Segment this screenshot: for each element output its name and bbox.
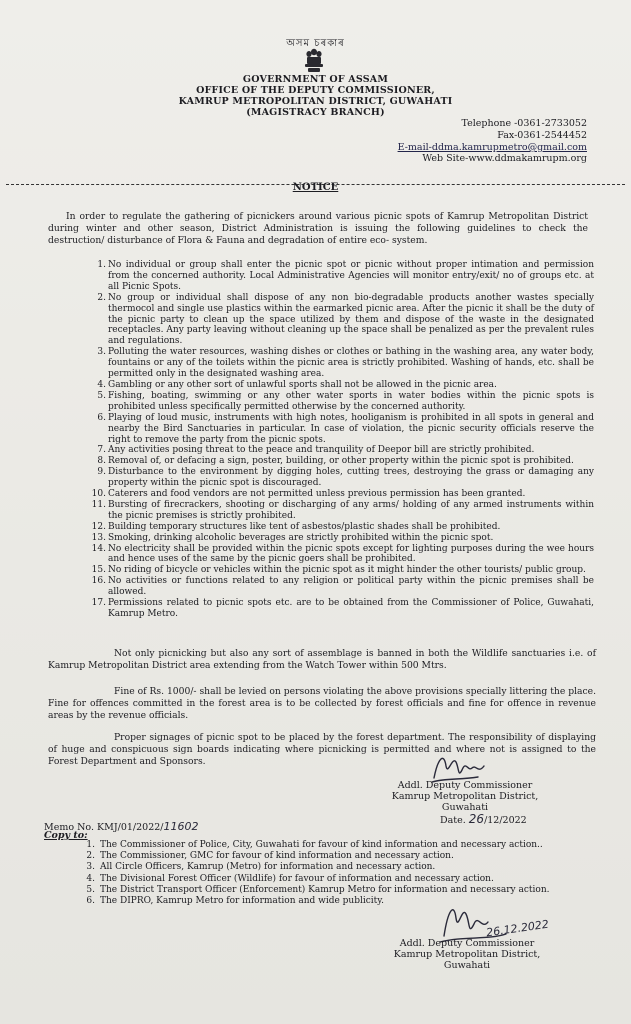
guideline-text: No group or individual shall dispose of any non bio-degradable products another wastes specially thermocol and single use plastics within the earmarked picnic area. After the picnic it shall be the duty of the picnic party to clean up the space utilized by them and dispose of the waste in the designated receptacles. Any party leaving without cleaning up the space shall be penalized as per the prevalent rules and regulations. — [108, 292, 594, 347]
signatory-title-1: Addl. Deputy Commissioner — [397, 780, 533, 791]
copy-to-text: The Commissioner of Police, City, Guwahati for favour of kind information and necessary action.. — [100, 840, 543, 850]
guideline-text: Removal of, or defacing a sign, poster, building, or other property within the picnic spot is prohibited. — [108, 456, 574, 467]
email-text: E-mail-ddma.kamrupmetro@gmail.com — [397, 142, 587, 153]
signatory-title-2: Addl. Deputy Commissioner — [399, 938, 535, 949]
fine-paragraph: Fine of Rs. 1000/- shall be levied on persons violating the above provisions specially littering the place. Fine for offences committed in the forest area is to be collected by forest officials and fine for offence in revenue areas by the revenue officials. — [48, 686, 596, 721]
memo-number-handwritten: 11602 — [163, 820, 199, 833]
guideline-item — [88, 413, 594, 446]
signatory-city-2: Guwahati — [443, 960, 491, 971]
fax-text: Fax-0361-2544452 — [497, 130, 587, 141]
branch-heading: (MAGISTRACY BRANCH) — [246, 107, 385, 118]
guideline-number: 10. — [91, 489, 106, 500]
district-heading: KAMRUP METROPOLITAN DISTRICT, GUWAHATI — [178, 96, 453, 107]
guideline-item — [88, 598, 594, 620]
notice-title: NOTICE — [292, 182, 339, 193]
guideline-number: 12. — [91, 521, 106, 532]
date-rest: /12/2022 — [484, 815, 527, 826]
office-heading: OFFICE OF THE DEPUTY COMMISSIONER, — [196, 85, 435, 96]
guideline-number: 8. — [97, 456, 106, 467]
copy-to-item — [80, 840, 580, 851]
guideline-text: Any activities posing threat to the peace and tranquility of Deepor bill are strictly prohibited. — [108, 445, 535, 456]
guideline-text: Building temporary structures like tent of asbestos/plastic shades shall be prohibited. — [108, 521, 501, 532]
sanctuary-paragraph: Not only picnicking but also any sort of assemblage is banned in both the Wildlife sanctuaries i.e. of Kamrup Metropolitan District area extending from the Watch Tower within 500 Mtrs. — [48, 648, 596, 671]
signatory-city-1: Guwahati — [441, 802, 489, 813]
guideline-text: No activities or functions related to any religion or political party within the picnic premises shall be allowed. — [108, 576, 594, 598]
handwritten-date-2: 26.12.2022 — [485, 917, 550, 940]
memo-label: Memo No. KMJ/01/2022/ — [44, 822, 164, 833]
guideline-item — [88, 260, 594, 293]
guideline-number: 16. — [91, 576, 106, 587]
guideline-number: 17. — [91, 598, 106, 609]
guideline-number: 5. — [97, 390, 106, 401]
signage-paragraph: Proper signages of picnic spot to be placed by the forest department. The responsibility of displaying of huge and conspicuous sign boards indicating where picnicking is permitted and where not is assigned to the Forest Department and Sponsors. — [48, 732, 596, 767]
website-text: Web Site-www.ddmakamrupm.org — [422, 153, 587, 164]
guideline-number: 11. — [91, 499, 106, 510]
guidelines-list — [88, 260, 594, 620]
assamese-heading: অসম চৰকাৰ — [286, 38, 345, 49]
copy-to-number: 3. — [86, 862, 95, 873]
copy-to-number: 1. — [86, 840, 95, 850]
guideline-text: Disturbance to the environment by digging holes, cutting trees, destroying the grass or damaging any property within the picnic spot is discouraged. — [108, 467, 594, 489]
guideline-text: No riding of bicycle or vehicles within the picnic spot as it might hinder the other tourists/ public group. — [108, 565, 586, 576]
guideline-item — [88, 489, 594, 500]
copy-to-item — [80, 885, 580, 896]
copy-to-item — [80, 851, 580, 862]
guideline-number: 13. — [91, 532, 106, 543]
guideline-item — [88, 533, 594, 544]
guideline-text: Permissions related to picnic spots etc. are to be obtained from the Commissioner of Police, Guwahati, Kamrup Metro. — [108, 598, 594, 619]
guideline-item — [88, 576, 594, 598]
copy-to-text: The Divisional Forest Officer (Wildlife) for favour of information and necessary action. — [100, 873, 494, 884]
signatory-district-1: Kamrup Metropolitan District, — [391, 791, 539, 802]
guideline-text: No electricity shall be provided within the picnic spots except for lighting purposes during the wee hours and hence uses of the same by the picnic goers shall be prohibited. — [108, 543, 594, 565]
guideline-text: Playing of loud music, instruments with high notes, hooliganism is prohibited in all spots in general and nearby the Bird Sanctuaries in particular. In case of violation, the picnic security officials reserve the right to remove the party from the picnic spots. — [108, 412, 594, 445]
guideline-item — [88, 347, 594, 380]
gov-heading: GOVERNMENT OF ASSAM — [242, 74, 389, 85]
copy-to-number: 6. — [86, 896, 95, 907]
copy-to-number: 2. — [86, 851, 95, 862]
guideline-item — [88, 445, 594, 456]
copy-to-number: 4. — [86, 873, 95, 884]
guideline-number: 9. — [97, 467, 106, 478]
guideline-item — [88, 522, 594, 533]
date-day-handwritten: 26 — [468, 812, 485, 826]
guideline-item — [88, 544, 594, 566]
signatory-district-2: Kamrup Metropolitan District, — [393, 949, 541, 960]
guideline-text: Bursting of firecrackers, shooting or discharging of any arms/ holding of any armed instruments within the picnic premises is strictly prohibited. — [108, 499, 594, 521]
guideline-item — [88, 500, 594, 522]
guideline-item — [88, 456, 594, 467]
guideline-text: No individual or group shall enter the picnic spot or picnic without proper intimation and permission from the concerned authority. Local Administrative Agencies will monitor entry/exit/ no of groups etc. at all Picnic Spots. — [108, 260, 594, 292]
guideline-number: 1. — [97, 260, 106, 270]
guideline-text: Smoking, drinking alcoholic beverages are strictly prohibited within the picnic spot. — [108, 532, 494, 543]
copy-to-text: The District Transport Officer (Enforcement) Kamrup Metro for information and necessary action. — [100, 884, 550, 895]
guideline-item — [88, 467, 594, 489]
copy-to-label: Copy to: — [44, 830, 88, 841]
guideline-item — [88, 293, 594, 348]
copy-to-text: All Circle Officers, Kamrup (Metro) for information and necessary action. — [100, 862, 436, 873]
guideline-number: 2. — [97, 292, 106, 303]
date-label: Date. — [440, 815, 466, 826]
guideline-item — [88, 380, 594, 391]
guideline-number: 6. — [97, 412, 106, 423]
copy-to-text: The Commissioner, GMC for favour of kind information and necessary action. — [100, 851, 454, 862]
guideline-item — [88, 391, 594, 413]
copy-to-item — [80, 874, 580, 885]
guideline-text: Polluting the water resources, washing dishes or clothes or bathing in the washing area, any water body, fountains or any of the toilets within the picnic area is strictly prohibited. Washing of hands, etc. shall be permitted only in the designated washing area. — [108, 347, 594, 380]
copy-to-number: 5. — [86, 884, 95, 895]
copy-to-text: The DIPRO, Kamrup Metro for information and wide publicity. — [100, 896, 385, 907]
telephone-text: Telephone -0361-2733052 — [461, 118, 587, 129]
guideline-text: Gambling or any other sort of unlawful sports shall not be allowed in the picnic area. — [108, 379, 497, 390]
guideline-item — [88, 565, 594, 576]
guideline-text: Fishing, boating, swimming or any other water sports in water bodies within the picnic spots is prohibited unless specifically permitted otherwise by the concerned authority. — [108, 390, 594, 412]
signature-date-1 — [440, 814, 527, 826]
guideline-number: 4. — [97, 379, 106, 390]
guideline-number: 7. — [97, 445, 106, 456]
guideline-number: 3. — [97, 347, 106, 358]
guideline-number: 15. — [91, 565, 106, 576]
guideline-text: Caterers and food vendors are not permitted unless previous permission has been granted. — [108, 489, 526, 500]
copy-to-item — [80, 862, 580, 873]
intro-paragraph: In order to regulate the gathering of picnickers around various picnic spots of Kamrup Metropolitan District during winter and other season, District Administration is issuing the following guidelines to check the destruction/ disturbance of Flora & Fauna and degradation of entire eco- system. — [48, 211, 588, 246]
guideline-number: 14. — [91, 543, 106, 554]
